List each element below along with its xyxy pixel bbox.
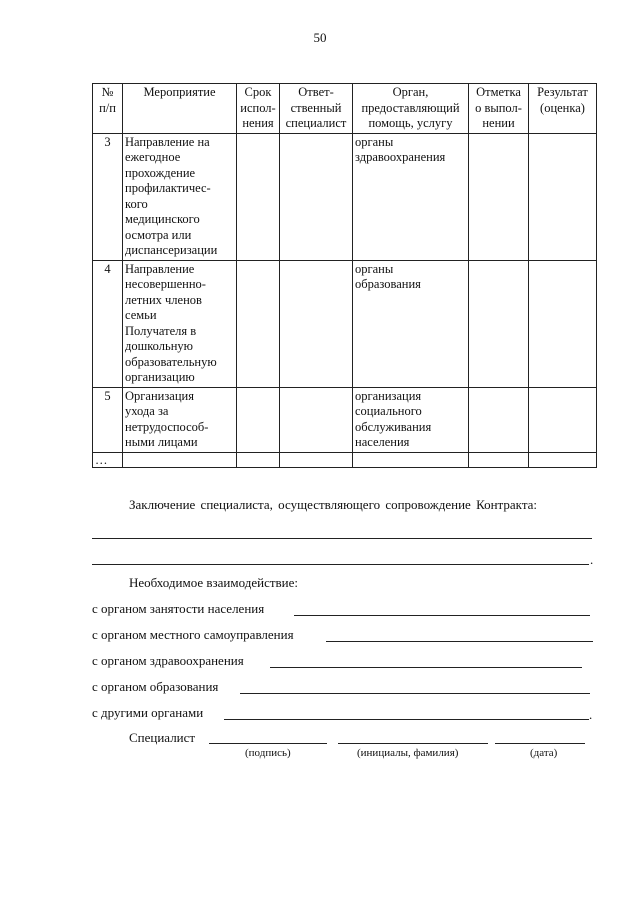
- organ-cell: [353, 387, 469, 452]
- activity-cell: [123, 133, 237, 260]
- organ-line: органы: [355, 134, 394, 149]
- page-number: 50: [313, 30, 327, 45]
- activity-cell: [123, 387, 237, 452]
- header-line: предоставляющий: [361, 100, 460, 115]
- header-line: нения: [242, 116, 274, 130]
- organ-line: обслуживания: [355, 419, 432, 434]
- header-line: Срок: [244, 85, 272, 99]
- header-line: №: [101, 85, 114, 99]
- activity-line: нетрудоспособ-: [125, 419, 209, 434]
- header-line: Орган,: [392, 85, 429, 99]
- header-line: помощь, услугу: [368, 116, 453, 130]
- header-line: нении: [482, 116, 515, 130]
- deadline-cell: [237, 260, 280, 387]
- activity-line: дошкольную: [125, 339, 193, 353]
- name-caption: (инициалы, фамилия): [357, 747, 459, 759]
- ellipsis-cell: …: [93, 452, 123, 467]
- header-line: испол-: [240, 100, 276, 115]
- deadline-cell: [237, 133, 280, 260]
- conclusion-end-mark: .: [590, 552, 594, 567]
- header-line: Мероприятие: [143, 85, 216, 99]
- interaction-education-line: [240, 693, 590, 694]
- header-line: п/п: [99, 100, 116, 115]
- table-header-cell: [123, 84, 237, 134]
- header-line: ственный: [290, 100, 342, 115]
- interaction-other-line: [224, 719, 589, 720]
- activity-line: прохождение: [125, 165, 196, 180]
- empty-cell: [529, 452, 597, 467]
- activities-table: [92, 83, 597, 468]
- date-caption: (дата): [530, 747, 558, 759]
- activity-line: кого: [125, 196, 148, 211]
- interaction-healthcare-line: [270, 667, 582, 668]
- table-header-row: [93, 84, 597, 134]
- responsible-cell: [280, 133, 353, 260]
- activity-line: диспансеризации: [125, 243, 218, 257]
- table-row: [93, 260, 597, 387]
- conclusion-line-2: [92, 564, 589, 565]
- signature-label: Специалист: [129, 730, 196, 745]
- header-line: о выпол-: [475, 100, 522, 115]
- activity-line: Получателя в: [125, 323, 197, 338]
- signature-line: [209, 743, 327, 744]
- header-line: Ответ-: [298, 85, 334, 99]
- interaction-local-government-label: с органом местного самоуправления: [92, 627, 294, 642]
- header-line: (оценка): [540, 100, 585, 115]
- activity-line: Направление на: [125, 134, 210, 149]
- activity-line: Организация: [125, 388, 194, 403]
- organ-line: образования: [355, 277, 421, 291]
- table-header-cell: [280, 84, 353, 134]
- deadline-cell: [237, 387, 280, 452]
- activity-line: организацию: [125, 370, 195, 384]
- table-row: [93, 133, 597, 260]
- interaction-employment-label: с органом занятости населения: [92, 601, 265, 616]
- interaction-local-government-line: [326, 641, 593, 642]
- activity-line: Направление: [125, 261, 195, 276]
- activity-cell: [123, 260, 237, 387]
- table-header-cell: [529, 84, 597, 134]
- organ-cell: [353, 133, 469, 260]
- organ-cell: [353, 260, 469, 387]
- activity-line: медицинского: [125, 212, 200, 226]
- signature-caption: (подпись): [245, 747, 291, 759]
- result-cell: [529, 260, 597, 387]
- organ-line: социального: [355, 404, 422, 418]
- organ-line: организация: [355, 388, 422, 403]
- header-line: Результат: [537, 85, 588, 99]
- interaction-education-label: с органом образования: [92, 679, 219, 694]
- header-line: специалист: [285, 116, 347, 130]
- empty-cell: [280, 452, 353, 467]
- activity-line: семьи: [125, 308, 157, 322]
- table-header-cell: [469, 84, 529, 134]
- result-cell: [529, 387, 597, 452]
- table-row: [93, 387, 597, 452]
- activity-line: ухода за: [125, 404, 169, 418]
- interaction-other-label: с другими органами: [92, 705, 204, 720]
- table-header-cell: [93, 84, 123, 134]
- organ-line: здравоохранения: [355, 150, 446, 164]
- completion-mark-cell: [469, 387, 529, 452]
- table-header-cell: [237, 84, 280, 134]
- table-body: [93, 133, 597, 467]
- row-number: 4: [93, 260, 123, 387]
- date-line: [495, 743, 585, 744]
- interaction-end-mark: .: [589, 707, 593, 722]
- activity-line: образовательную: [125, 354, 217, 369]
- result-cell: [529, 133, 597, 260]
- interaction-heading: Необходимое взаимодействие:: [129, 575, 299, 590]
- activity-line: ежегодное: [125, 150, 181, 164]
- organ-line: органы: [355, 261, 394, 276]
- empty-cell: [469, 452, 529, 467]
- header-line: Отметка: [476, 85, 521, 99]
- activity-line: несовершенно-: [125, 277, 206, 291]
- activity-line: осмотра или: [125, 227, 192, 242]
- completion-mark-cell: [469, 133, 529, 260]
- responsible-cell: [280, 260, 353, 387]
- activity-line: летних членов: [125, 292, 202, 307]
- empty-cell: [123, 452, 237, 467]
- interaction-healthcare-label: с органом здравоохранения: [92, 653, 244, 668]
- conclusion-label: Заключение специалиста, осуществляющего сопровождение Контракта:: [129, 497, 538, 512]
- empty-cell: [353, 452, 469, 467]
- activity-line: ными лицами: [125, 435, 198, 449]
- completion-mark-cell: [469, 260, 529, 387]
- responsible-cell: [280, 387, 353, 452]
- table-header-cell: [353, 84, 469, 134]
- table-row-ellipsis: [93, 452, 597, 467]
- row-number: 3: [93, 133, 123, 260]
- row-number: 5: [93, 387, 123, 452]
- conclusion-line-1: [92, 538, 592, 539]
- organ-line: населения: [355, 435, 410, 449]
- activity-line: профилактичес-: [125, 181, 211, 195]
- empty-cell: [237, 452, 280, 467]
- interaction-employment-line: [294, 615, 590, 616]
- name-line: [338, 743, 488, 744]
